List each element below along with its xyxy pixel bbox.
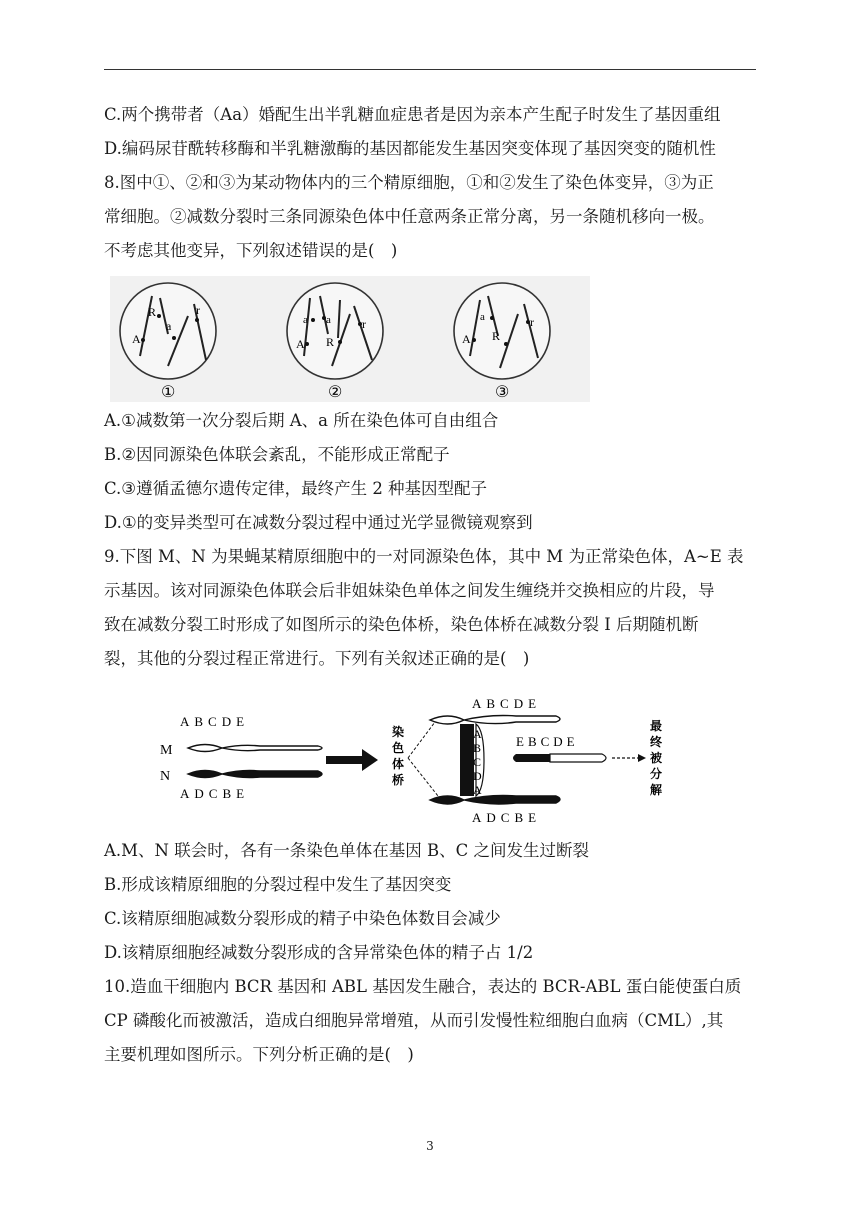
fragment-light-part bbox=[550, 754, 606, 762]
result-label bbox=[650, 718, 663, 797]
q9-stem-line-3: 致在减数分裂工时形成了如图所示的染色体桥，染色体桥在减数分裂 I 后期随机断 bbox=[104, 615, 699, 634]
q8-option-a: A.①减数第一次分裂后期 A、a 所在染色体可自由组合 bbox=[104, 411, 499, 430]
result-arrowhead bbox=[638, 754, 646, 762]
cell-2-caption: ② bbox=[328, 384, 343, 401]
gene-label: R bbox=[492, 329, 501, 343]
q8-stem-line-1: 8.图中①、②和③为某动物体内的三个精原细胞，①和②发生了染色体变异，③为正 bbox=[104, 173, 714, 192]
dashed-pointer bbox=[408, 718, 438, 758]
q9-option-a: A.M、N 联会时，各有一条染色单体在基因 B、C 之间发生过断裂 bbox=[104, 841, 589, 860]
q8-option-d: D.①的变异类型可在减数分裂过程中通过光学显微镜观察到 bbox=[104, 513, 533, 532]
bridge-label bbox=[391, 724, 404, 787]
bridge-bottom-chromosome bbox=[430, 796, 560, 805]
result-label-char: 分 bbox=[650, 767, 663, 781]
vertical-gene: A bbox=[473, 727, 482, 741]
fragment-dark-part bbox=[513, 754, 550, 762]
gene-label: r bbox=[362, 317, 366, 331]
gene-locus bbox=[490, 316, 494, 320]
vertical-gene: B bbox=[473, 741, 482, 755]
q10-stem-line-3: 主要机理如图所示。下列分析正确的是( ) bbox=[104, 1045, 414, 1064]
m-label: M bbox=[160, 743, 173, 758]
cell-2-membrane bbox=[287, 283, 383, 379]
m-gene-labels: ABCDE bbox=[180, 714, 250, 729]
gene-label: a bbox=[166, 319, 172, 333]
figure-8-cells bbox=[110, 276, 590, 402]
gene-label: R bbox=[148, 305, 157, 319]
q8-stem-line-2: 常细胞。②减数分裂时三条同源染色体中任意两条正常分离，另一条随机移向一极。 bbox=[104, 207, 715, 226]
vertical-gene: A bbox=[473, 783, 482, 797]
gene-label: r bbox=[530, 315, 534, 329]
gene-label: a bbox=[480, 311, 485, 323]
gene-locus bbox=[472, 338, 476, 342]
bridge-vertical-dark bbox=[460, 724, 474, 796]
gene-label: A bbox=[462, 332, 471, 346]
n-gene-labels: ADCBE bbox=[180, 786, 250, 801]
gene-locus bbox=[157, 314, 161, 318]
q9-stem-line-1: 9.下图 M、N 为果蝇某精原细胞中的一对同源染色体，其中 M 为正常染色体，A~E 表 bbox=[104, 547, 744, 566]
q10-stem-line-1: 10.造血干细胞内 BCR 基因和 ABL 基因发生融合，表达的 BCR-ABL 蛋白能使蛋白质 bbox=[104, 977, 742, 996]
q10-stem-line-2: CP 磷酸化而被激活，造成白细胞异常增殖，从而引发慢性粒细胞白血病（CML）,其 bbox=[104, 1011, 724, 1030]
q7-option-d: D.编码尿苷酰转移酶和半乳糖激酶的基因都能发生基因突变体现了基因突变的随机性 bbox=[104, 139, 716, 158]
cell-3-caption: ③ bbox=[495, 384, 510, 401]
gene-locus bbox=[338, 340, 342, 344]
gene-label: R bbox=[326, 335, 335, 349]
bridge-label-char: 桥 bbox=[392, 773, 405, 787]
result-label-char: 被 bbox=[650, 751, 663, 765]
chromosome-m bbox=[188, 745, 322, 752]
fragment-genes: EBCDE bbox=[516, 734, 579, 749]
q9-option-c: C.该精原细胞减数分裂形成的精子中染色体数目会减少 bbox=[104, 909, 501, 928]
figure-9-chromosome-bridge bbox=[150, 690, 690, 828]
q9-option-b: B.形成该精原细胞的分裂过程中发生了基因突变 bbox=[104, 875, 452, 894]
bridge-vertical-genes bbox=[473, 727, 482, 797]
bridge-label-char: 染 bbox=[392, 725, 405, 739]
process-arrow bbox=[326, 749, 378, 771]
gene-locus bbox=[504, 342, 508, 346]
gene-locus bbox=[311, 318, 315, 322]
dashed-pointer bbox=[408, 758, 438, 796]
gene-label: r bbox=[196, 303, 200, 317]
page-number: 3 bbox=[426, 1139, 434, 1153]
vertical-gene: C bbox=[473, 755, 482, 769]
q9-option-d: D.该精原细胞经减数分裂形成的含异常染色体的精子占 1/2 bbox=[104, 943, 534, 962]
gene-label: A bbox=[132, 332, 141, 346]
q8-option-b: B.②因同源染色体联会紊乱，不能形成正常配子 bbox=[104, 445, 450, 464]
q9-stem-line-2: 示基因。该对同源染色体联会后非姐妹染色单体之间发生缠绕并交换相应的片段，导 bbox=[104, 581, 715, 600]
q9-stem-line-4: 裂，其他的分裂过程正常进行。下列有关叙述正确的是( ) bbox=[104, 649, 530, 668]
gene-locus bbox=[195, 318, 199, 322]
result-label-char: 终 bbox=[650, 735, 663, 749]
gene-label: A bbox=[296, 337, 305, 351]
chromosome-n bbox=[188, 770, 322, 777]
n-label: N bbox=[160, 769, 171, 784]
header-rule bbox=[104, 69, 756, 70]
result-label-char: 最 bbox=[650, 719, 663, 733]
q8-option-c: C.③遵循孟德尔遗传定律，最终产生 2 种基因型配子 bbox=[104, 479, 488, 498]
result-label-char: 解 bbox=[650, 783, 663, 797]
bridge-label-char: 色 bbox=[392, 741, 405, 755]
bridge-top-chromosome bbox=[430, 716, 560, 725]
gene-label: a bbox=[303, 314, 308, 326]
vertical-gene: D bbox=[473, 769, 482, 783]
gene-locus bbox=[141, 338, 145, 342]
bridge-top-genes: ABCDE bbox=[472, 696, 542, 711]
cell-1-caption: ① bbox=[161, 384, 176, 401]
bridge-label-char: 体 bbox=[392, 757, 405, 771]
gene-locus bbox=[305, 342, 309, 346]
gene-label: a bbox=[326, 314, 331, 326]
q8-stem-line-3: 不考虑其他变异，下列叙述错误的是( ) bbox=[104, 241, 398, 260]
bridge-bottom-genes: ADCBE bbox=[472, 810, 542, 825]
gene-locus bbox=[172, 336, 176, 340]
q7-option-c: C.两个携带者（Aa）婚配生出半乳糖血症患者是因为亲本产生配子时发生了基因重组 bbox=[104, 105, 721, 124]
